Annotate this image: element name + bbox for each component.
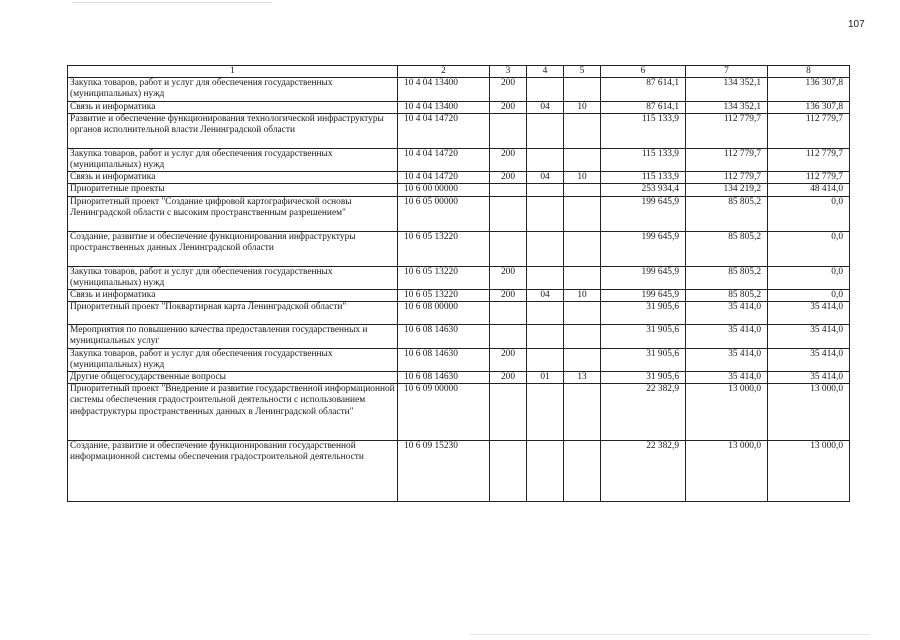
row-value-1-cell: 115 133,9 [601,148,686,171]
row-subsection-cell [564,302,601,325]
row-value-3-cell: 112 779,7 [768,172,850,184]
row-value-3-cell: 13 000,0 [768,441,850,502]
column-header: 4 [527,66,564,78]
column-header: 3 [490,66,527,78]
row-subsection-cell [564,184,601,196]
row-expense-type-cell: 200 [490,172,527,184]
budget-table [67,65,850,502]
row-name-cell: Приоритетные проекты [68,184,398,196]
row-value-2-cell: 85 805,2 [686,290,768,302]
row-expense-type-cell [490,325,527,348]
row-section-cell [527,196,564,231]
row-name-cell: Связь и информатика [68,290,398,302]
row-section-cell [527,302,564,325]
row-value-1-cell: 199 645,9 [601,290,686,302]
row-value-2-cell: 35 414,0 [686,372,768,384]
row-subsection-cell: 10 [564,172,601,184]
row-expense-type-cell: 200 [490,290,527,302]
row-expense-type-cell [490,231,527,266]
row-subsection-cell [564,441,601,502]
table-row [68,231,850,266]
row-expense-type-cell: 200 [490,78,527,101]
row-value-3-cell: 13 000,0 [768,384,850,441]
row-value-2-cell: 134 352,1 [686,78,768,101]
column-header: 5 [564,66,601,78]
column-header: 1 [68,66,398,78]
row-value-1-cell: 31 905,6 [601,372,686,384]
table-row [68,325,850,348]
column-header: 6 [601,66,686,78]
row-name-cell: Закупка товаров, работ и услуг для обеспечения государственных (муниципальных) нужд [68,266,398,289]
row-value-3-cell: 48 414,0 [768,184,850,196]
row-section-cell [527,441,564,502]
row-expense-type-cell [490,113,527,148]
scan-artifact-line [470,634,870,635]
row-expense-type-cell: 200 [490,101,527,113]
table-row [68,441,850,502]
row-code-cell: 10 6 08 14630 [398,325,490,348]
row-name-cell: Мероприятия по повышению качества предоставления государственных и муниципальных услуг [68,325,398,348]
row-value-2-cell: 134 352,1 [686,101,768,113]
row-value-2-cell: 134 219,2 [686,184,768,196]
row-subsection-cell: 10 [564,290,601,302]
table-row [68,302,850,325]
table-row [68,113,850,148]
row-value-1-cell: 31 905,6 [601,302,686,325]
row-code-cell: 10 6 08 14630 [398,372,490,384]
row-subsection-cell [564,148,601,171]
row-value-3-cell: 0,0 [768,290,850,302]
row-name-cell: Приоритетный проект "Внедрение и развитие государственной информационной системы обеспечения градостроительной деятельности с использованием инфраструктуры пространственных данных в Ленинградской области" [68,384,398,441]
row-code-cell: 10 6 05 13220 [398,290,490,302]
row-subsection-cell [564,266,601,289]
row-value-3-cell: 136 307,8 [768,78,850,101]
table-row [68,290,850,302]
row-value-1-cell: 199 645,9 [601,196,686,231]
row-code-cell: 10 6 08 00000 [398,302,490,325]
row-value-3-cell: 136 307,8 [768,101,850,113]
row-section-cell: 04 [527,172,564,184]
row-code-cell: 10 6 09 00000 [398,384,490,441]
column-header: 7 [686,66,768,78]
row-name-cell: Приоритетный проект "Создание цифровой картографической основы Ленинградской области с высоким пространственным разрешением" [68,196,398,231]
row-expense-type-cell: 200 [490,148,527,171]
row-section-cell [527,384,564,441]
row-value-2-cell: 112 779,7 [686,172,768,184]
row-value-1-cell: 22 382,9 [601,384,686,441]
table-header-row [68,66,850,78]
row-section-cell [527,348,564,371]
row-code-cell: 10 4 04 14720 [398,113,490,148]
row-value-3-cell: 35 414,0 [768,372,850,384]
row-expense-type-cell: 200 [490,348,527,371]
row-code-cell: 10 4 04 13400 [398,78,490,101]
row-value-3-cell: 35 414,0 [768,302,850,325]
row-value-1-cell: 31 905,6 [601,325,686,348]
row-value-3-cell: 112 779,7 [768,148,850,171]
row-section-cell: 01 [527,372,564,384]
table-row [68,266,850,289]
row-name-cell: Приоритетный проект "Поквартирная карта Ленинградской области" [68,302,398,325]
row-value-1-cell: 199 645,9 [601,266,686,289]
row-value-2-cell: 85 805,2 [686,196,768,231]
row-name-cell: Закупка товаров, работ и услуг для обеспечения государственных (муниципальных) нужд [68,348,398,371]
row-value-2-cell: 35 414,0 [686,348,768,371]
row-code-cell: 10 6 05 00000 [398,196,490,231]
row-subsection-cell [564,325,601,348]
table-row [68,78,850,101]
table-row [68,101,850,113]
row-value-1-cell: 87 614,1 [601,101,686,113]
row-value-3-cell: 35 414,0 [768,325,850,348]
row-value-1-cell: 22 382,9 [601,441,686,502]
row-value-1-cell: 199 645,9 [601,231,686,266]
page-number: 107 [848,19,865,30]
row-value-2-cell: 13 000,0 [686,441,768,502]
row-subsection-cell [564,348,601,371]
row-expense-type-cell [490,184,527,196]
row-subsection-cell [564,231,601,266]
table-row [68,348,850,371]
row-section-cell: 04 [527,290,564,302]
row-code-cell: 10 6 08 14630 [398,348,490,371]
row-section-cell: 04 [527,101,564,113]
table-row [68,148,850,171]
column-header: 2 [398,66,490,78]
row-name-cell: Развитие и обеспечение функционирования технологической инфраструктуры органов исполнительной власти Ленинградской области [68,113,398,148]
row-expense-type-cell [490,384,527,441]
row-expense-type-cell [490,302,527,325]
row-value-3-cell: 35 414,0 [768,348,850,371]
row-value-2-cell: 85 805,2 [686,266,768,289]
row-expense-type-cell: 200 [490,372,527,384]
row-value-3-cell: 0,0 [768,196,850,231]
row-value-3-cell: 0,0 [768,266,850,289]
row-section-cell [527,231,564,266]
table-row [68,196,850,231]
row-section-cell [527,266,564,289]
row-value-1-cell: 115 133,9 [601,172,686,184]
row-name-cell: Закупка товаров, работ и услуг для обеспечения государственных (муниципальных) нужд [68,78,398,101]
row-subsection-cell: 10 [564,101,601,113]
row-value-2-cell: 112 779,7 [686,113,768,148]
row-code-cell: 10 6 09 15230 [398,441,490,502]
row-subsection-cell [564,113,601,148]
row-section-cell [527,148,564,171]
row-code-cell: 10 4 04 14720 [398,148,490,171]
row-value-1-cell: 253 934,4 [601,184,686,196]
row-subsection-cell [564,384,601,441]
row-code-cell: 10 6 00 00000 [398,184,490,196]
table-row [68,384,850,441]
row-section-cell [527,325,564,348]
table-row [68,172,850,184]
row-code-cell: 10 6 05 13220 [398,266,490,289]
row-value-1-cell: 87 614,1 [601,78,686,101]
row-code-cell: 10 4 04 13400 [398,101,490,113]
table-row [68,372,850,384]
row-value-1-cell: 115 133,9 [601,113,686,148]
row-expense-type-cell: 200 [490,266,527,289]
row-value-3-cell: 112 779,7 [768,113,850,148]
row-expense-type-cell [490,441,527,502]
row-value-2-cell: 112 779,7 [686,148,768,171]
row-name-cell: Создание, развитие и обеспечение функционирования государственной информационной системы обеспечения градостроительной деятельности [68,441,398,502]
row-subsection-cell [564,78,601,101]
row-value-2-cell: 85 805,2 [686,231,768,266]
column-header: 8 [768,66,850,78]
row-code-cell: 10 4 04 14720 [398,172,490,184]
row-name-cell: Другие общегосударственные вопросы [68,372,398,384]
scan-artifact-line [72,2,272,3]
row-value-2-cell: 13 000,0 [686,384,768,441]
row-value-2-cell: 35 414,0 [686,302,768,325]
table-row [68,184,850,196]
row-subsection-cell: 13 [564,372,601,384]
row-code-cell: 10 6 05 13220 [398,231,490,266]
row-name-cell: Связь и информатика [68,172,398,184]
row-expense-type-cell [490,196,527,231]
row-section-cell [527,113,564,148]
row-value-1-cell: 31 905,6 [601,348,686,371]
row-subsection-cell [564,196,601,231]
row-name-cell: Связь и информатика [68,101,398,113]
row-value-2-cell: 35 414,0 [686,325,768,348]
row-name-cell: Создание, развитие и обеспечение функционирования инфраструктуры пространственных данных Ленинградской области [68,231,398,266]
row-section-cell [527,184,564,196]
row-section-cell [527,78,564,101]
row-name-cell: Закупка товаров, работ и услуг для обеспечения государственных (муниципальных) нужд [68,148,398,171]
row-value-3-cell: 0,0 [768,231,850,266]
